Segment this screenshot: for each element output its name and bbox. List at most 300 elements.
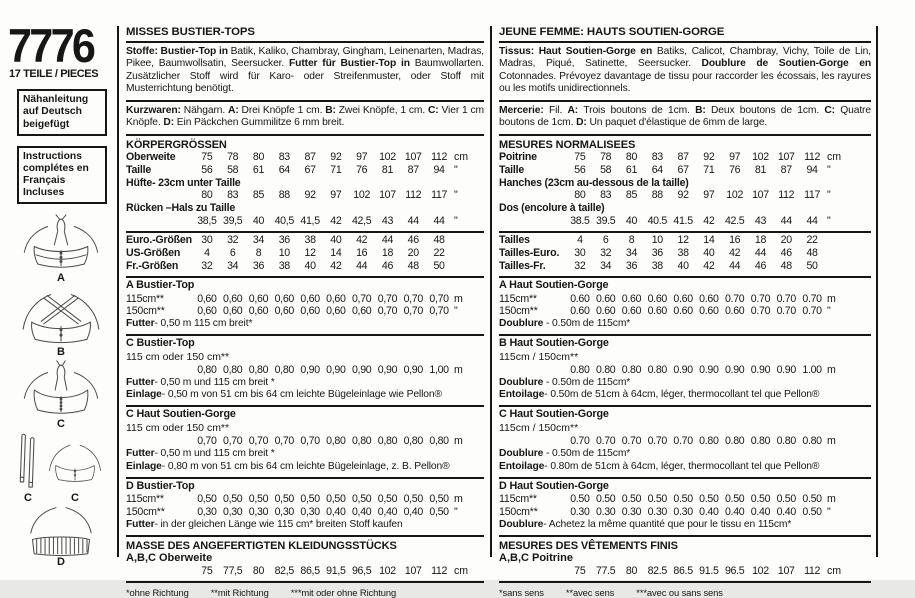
value-cell: 0.60 bbox=[621, 305, 642, 318]
value-cell: 12 bbox=[304, 247, 316, 260]
unit-cell: m bbox=[453, 434, 463, 447]
german-column bbox=[126, 26, 484, 598]
value-cell: 83 bbox=[600, 189, 612, 202]
measurement-row bbox=[499, 247, 871, 260]
yardage-note bbox=[126, 461, 484, 474]
value-cell: 0,90 bbox=[377, 363, 398, 376]
value-cell: 0.70 bbox=[647, 434, 667, 447]
footnote-item: ***mit oder ohne Richtung bbox=[290, 587, 397, 598]
value-cell: 20 bbox=[780, 234, 792, 247]
value-cell: 80 bbox=[574, 189, 586, 202]
value-cell: 16 bbox=[729, 234, 741, 247]
value-cell: 0,70 bbox=[274, 434, 294, 447]
finished-measurements-section bbox=[499, 535, 871, 581]
row-label: Fr.-Größen bbox=[126, 260, 179, 273]
bold-run: D: bbox=[576, 117, 590, 129]
text-run: Vier 1 cm Knöpfe. bbox=[126, 104, 484, 129]
value-cell: 0,50 bbox=[351, 493, 372, 506]
french-instructions-text: Instructions complétes en Français Incluses bbox=[23, 150, 89, 199]
unit-cell: m bbox=[826, 363, 836, 376]
value-cell: 0.90 bbox=[724, 363, 745, 376]
value-cell: 40 bbox=[304, 260, 316, 273]
value-cell: 75 bbox=[201, 150, 213, 163]
notions-paragraph bbox=[126, 100, 484, 134]
value-cell: 77,5 bbox=[222, 565, 243, 578]
text-run: Drei Knöpfe 1 cm. bbox=[241, 104, 326, 116]
value-cell: 42 bbox=[703, 260, 715, 273]
yardage-note bbox=[499, 318, 871, 331]
value-cell: 8 bbox=[255, 247, 262, 260]
value-cell: 30 bbox=[201, 234, 213, 247]
yardage-note bbox=[499, 519, 871, 532]
value-cell: 42 bbox=[703, 215, 715, 228]
row-label: Euro.-Größen bbox=[126, 234, 192, 247]
yardage-section-heading: A Bustier-Top bbox=[126, 279, 195, 292]
measurement-row bbox=[499, 305, 871, 318]
value-cell: 107 bbox=[404, 565, 422, 578]
value-cell: 82.5 bbox=[647, 565, 667, 578]
value-cell: 0,70 bbox=[429, 292, 449, 305]
row-label: Oberweite bbox=[126, 150, 176, 163]
measurement-row bbox=[499, 506, 871, 519]
value-cell: 39,5 bbox=[222, 215, 243, 228]
value-cell: 38 bbox=[651, 260, 663, 273]
value-cell: 0,70 bbox=[197, 434, 217, 447]
value-cell: 0.70 bbox=[724, 292, 745, 305]
value-cell: 48 bbox=[433, 234, 445, 247]
value-cell: 92 bbox=[330, 150, 342, 163]
value-cell: 0,60 bbox=[351, 305, 372, 318]
view-c-straps-figure bbox=[15, 432, 41, 504]
value-cell: 0.80 bbox=[750, 434, 771, 447]
value-cell: 0,80 bbox=[403, 434, 423, 447]
text-run: - 0,50 m und 115 cm breit * bbox=[154, 447, 275, 459]
view-d-label: D bbox=[57, 556, 65, 569]
value-cell: 40 bbox=[330, 234, 342, 247]
body-measurements-section bbox=[499, 134, 871, 232]
value-cell: 87 bbox=[304, 150, 316, 163]
text-run: Ein Päckchen Gummilitze 6 mm breit. bbox=[176, 117, 345, 129]
value-cell: 46 bbox=[780, 247, 792, 260]
value-cell: 0.70 bbox=[776, 305, 796, 318]
value-cell: 14 bbox=[330, 247, 342, 260]
text-run: Cotonnades. Prévoyez davantage de tissu pour raccorder les écossais, les rayures ou les motifs unidirectionnels. bbox=[499, 70, 871, 95]
unit-cell: " bbox=[826, 189, 831, 202]
value-cell: 8 bbox=[628, 234, 635, 247]
value-cell: 75 bbox=[574, 565, 586, 578]
value-cell: 36 bbox=[252, 260, 265, 273]
value-cell: 42,5 bbox=[351, 215, 372, 228]
yardage-note bbox=[499, 389, 871, 402]
value-cell: 0.50 bbox=[595, 493, 616, 506]
value-cell: 86,5 bbox=[300, 565, 320, 578]
measurement-row-label: Hüfte- 23cm unter Taille bbox=[126, 176, 241, 189]
value-cell: 81 bbox=[754, 163, 767, 176]
yardage-note bbox=[126, 377, 484, 390]
value-cell: 42 bbox=[729, 247, 741, 260]
bold-run: Doublure bbox=[499, 518, 544, 530]
value-cell: 56 bbox=[201, 163, 213, 176]
value-cell: 0.70 bbox=[595, 434, 616, 447]
value-cell: 0.30 bbox=[621, 506, 642, 518]
value-cell: 10 bbox=[651, 234, 663, 247]
value-cell: 91.5 bbox=[699, 565, 719, 578]
value-cell: 92 bbox=[677, 189, 689, 202]
value-cell: 0.50 bbox=[621, 493, 642, 506]
text-run: Deux boutons de 1cm. bbox=[710, 104, 825, 116]
value-cell: 0,90 bbox=[403, 363, 423, 376]
value-cell: 92 bbox=[703, 150, 715, 163]
yardage-width-subline: 115cm / 150cm** bbox=[499, 421, 579, 434]
measurement-row bbox=[126, 234, 484, 247]
german-instructions-text: Nähanleitung auf Deutsch beigefügt bbox=[23, 94, 89, 130]
value-cell: 0,30 bbox=[222, 506, 243, 518]
value-cell: 112 bbox=[778, 189, 795, 202]
value-cell: 80 bbox=[201, 189, 213, 202]
value-cell: 1,00 bbox=[429, 363, 449, 376]
value-cell: 39.5 bbox=[595, 215, 616, 228]
value-cell: 22 bbox=[433, 247, 445, 260]
value-cell: 107 bbox=[379, 189, 396, 202]
notions-paragraph bbox=[499, 100, 871, 134]
yardage-section-heading: D Haut Soutien-Gorge bbox=[499, 479, 609, 492]
measurements-header: MESURES NORMALISEES bbox=[499, 138, 636, 151]
value-cell: 80 bbox=[252, 150, 265, 163]
value-cell: 0,60 bbox=[300, 292, 320, 305]
measurement-row bbox=[126, 305, 484, 318]
bold-run: Doublure bbox=[499, 376, 544, 388]
value-cell: 44 bbox=[356, 260, 368, 273]
measurement-row bbox=[499, 493, 871, 506]
row-label: Tailles-Fr. bbox=[499, 260, 546, 273]
value-cell: 94 bbox=[806, 163, 818, 176]
unit-cell: m bbox=[826, 493, 836, 506]
value-cell: 0,70 bbox=[351, 292, 372, 305]
value-cell: 0,60 bbox=[248, 305, 269, 318]
value-cell: 0,60 bbox=[197, 305, 217, 318]
yardage-section bbox=[499, 405, 871, 476]
value-cell: 0.60 bbox=[595, 305, 616, 318]
value-cell: 38 bbox=[304, 234, 316, 247]
value-cell: 0,50 bbox=[429, 493, 449, 506]
value-cell: 97 bbox=[356, 150, 368, 163]
text-run: - 0.50m de 115cm* bbox=[543, 376, 631, 388]
value-cell: 102 bbox=[353, 189, 371, 202]
value-cell: 40 bbox=[625, 215, 638, 228]
value-cell: 0.30 bbox=[647, 506, 667, 518]
row-label: 150cm** bbox=[499, 305, 538, 318]
value-cell: 22 bbox=[806, 234, 818, 247]
text-run: Quatre boutons de 1cm. bbox=[499, 104, 871, 129]
value-cell: 0,60 bbox=[326, 292, 346, 305]
bold-run: C: bbox=[824, 104, 841, 116]
value-cell: 0.50 bbox=[802, 506, 822, 518]
measurement-row bbox=[126, 493, 484, 506]
measurement-row bbox=[126, 247, 484, 260]
value-cell: 0.50 bbox=[776, 493, 796, 506]
value-cell: 0.30 bbox=[673, 506, 693, 518]
measurement-row bbox=[126, 164, 484, 177]
measurement-row bbox=[499, 435, 871, 448]
value-cell: 48 bbox=[806, 247, 818, 260]
bold-run: Futter bbox=[126, 318, 155, 330]
value-cell: 78 bbox=[227, 150, 239, 163]
unit-cell: cm bbox=[826, 150, 842, 163]
value-cell: 67 bbox=[677, 163, 689, 176]
value-cell: 0,70 bbox=[248, 434, 269, 447]
value-cell: 44 bbox=[780, 215, 792, 228]
measurement-row bbox=[499, 260, 871, 273]
value-cell: 0,40 bbox=[403, 506, 423, 518]
text-run: - Achetez la même quantité que pour le tissu en 115cm* bbox=[543, 518, 792, 530]
value-cell: 75 bbox=[574, 150, 586, 163]
value-cell: 40 bbox=[677, 260, 689, 273]
text-run: - 0.50m de 115cm* bbox=[543, 447, 631, 459]
finished-measurements-header: MASSE DES ANGEFERTIGTEN KLEIDUNGSSTÜCKS bbox=[126, 539, 397, 552]
value-cell: 0,30 bbox=[197, 506, 217, 518]
value-cell: 0,80 bbox=[248, 363, 269, 376]
value-cell: 44 bbox=[729, 260, 741, 273]
value-cell: 0.60 bbox=[621, 292, 642, 305]
footnote-item: ***avec ou sans sens bbox=[636, 587, 723, 598]
value-cell: 80 bbox=[252, 565, 265, 578]
value-cell: 0.50 bbox=[724, 493, 745, 506]
view-c-straps-label: C bbox=[24, 492, 32, 505]
value-cell: 0,40 bbox=[326, 506, 346, 518]
value-cell: 0,60 bbox=[248, 292, 269, 305]
value-cell: 0.70 bbox=[802, 305, 822, 318]
measurement-row bbox=[126, 506, 484, 519]
text-run: Un paquet d'élastique de 6mm de large. bbox=[589, 117, 768, 129]
value-cell: 0,60 bbox=[274, 305, 294, 318]
value-cell: 96,5 bbox=[351, 565, 372, 578]
value-cell: 102 bbox=[379, 150, 396, 163]
value-cell: 81 bbox=[381, 163, 394, 176]
bold-run: Futter für Bustier-Top in bbox=[288, 58, 415, 70]
value-cell: 32 bbox=[574, 260, 586, 273]
value-cell: 10 bbox=[278, 247, 290, 260]
value-cell: 0,50 bbox=[326, 493, 346, 506]
value-cell: 97 bbox=[330, 189, 342, 202]
view-c-back-label: C bbox=[71, 492, 79, 505]
value-cell: 0,40 bbox=[351, 506, 372, 518]
row-label: Poitrine bbox=[499, 150, 537, 163]
value-cell: 97 bbox=[729, 150, 741, 163]
text-run: Trois boutons de 1cm. bbox=[583, 104, 696, 116]
value-cell: 96.5 bbox=[724, 565, 745, 578]
view-b-bustier-crossback-illustration bbox=[15, 286, 107, 348]
value-cell: 0,80 bbox=[351, 434, 372, 447]
view-c-front-label: C bbox=[57, 418, 65, 431]
yardage-section bbox=[126, 405, 484, 476]
value-cell: 0.30 bbox=[595, 506, 616, 518]
bold-run: Entoilage bbox=[499, 389, 545, 401]
bold-run: D: bbox=[163, 117, 177, 129]
value-cell: 88 bbox=[278, 189, 290, 202]
value-cell: 43 bbox=[754, 215, 767, 228]
value-cell: 0.70 bbox=[570, 434, 590, 447]
footnote-item: **mit Richtung bbox=[210, 587, 269, 598]
measurement-row bbox=[126, 260, 484, 273]
unit-cell: m bbox=[826, 292, 836, 305]
value-cell: 112 bbox=[431, 150, 448, 163]
unit-cell: " bbox=[826, 215, 831, 228]
unit-cell: m bbox=[453, 292, 463, 305]
bold-run: Futter bbox=[126, 376, 155, 388]
value-cell: 44 bbox=[806, 215, 818, 228]
value-cell: 0.70 bbox=[802, 292, 822, 305]
yardage-section-heading: A Haut Soutien-Gorge bbox=[499, 279, 609, 292]
value-cell: 0,90 bbox=[326, 363, 346, 376]
row-label: 115cm** bbox=[126, 292, 164, 305]
value-cell: 0,80 bbox=[274, 363, 294, 376]
yardage-note bbox=[499, 448, 871, 461]
yardage-section bbox=[499, 477, 871, 535]
value-cell: 112 bbox=[431, 565, 448, 578]
value-cell: 12 bbox=[677, 234, 689, 247]
divider-right bbox=[876, 26, 878, 557]
value-cell: 44 bbox=[754, 247, 767, 260]
bold-run: Entoilage bbox=[499, 460, 545, 472]
value-cell: 0,70 bbox=[403, 292, 423, 305]
value-cell: 41.5 bbox=[673, 215, 693, 228]
value-cell: 0.60 bbox=[570, 292, 590, 305]
value-cell: 0.80 bbox=[724, 434, 745, 447]
value-cell: 0.60 bbox=[647, 305, 667, 318]
value-cell: 0.50 bbox=[647, 493, 667, 506]
value-cell: 0.70 bbox=[673, 434, 693, 447]
view-c-bustier-front-illustration bbox=[15, 360, 107, 420]
french-column bbox=[499, 26, 872, 598]
footnote-item: **avec sens bbox=[565, 587, 615, 598]
value-cell: 83 bbox=[651, 150, 663, 163]
bold-run: A: bbox=[567, 104, 584, 116]
value-cell: 0,80 bbox=[377, 434, 398, 447]
yardage-section bbox=[499, 276, 871, 334]
value-cell: 86.5 bbox=[673, 565, 693, 578]
value-cell: 6 bbox=[602, 234, 609, 247]
measurement-row bbox=[126, 364, 484, 377]
finished-measurements-section bbox=[126, 535, 484, 581]
bold-run: Einlage bbox=[126, 389, 162, 401]
value-cell: 0,60 bbox=[197, 292, 217, 305]
value-cell: 0,50 bbox=[248, 493, 269, 506]
measurement-row bbox=[499, 293, 871, 306]
fabrics-paragraph bbox=[126, 43, 484, 100]
row-label: 150cm** bbox=[499, 506, 538, 518]
column-title: JEUNE FEMME: HAUTS SOUTIEN-GORGE bbox=[499, 26, 871, 43]
yardage-note bbox=[499, 377, 871, 390]
bold-run: A: bbox=[228, 104, 242, 116]
value-cell: 75 bbox=[201, 565, 213, 578]
value-cell: 50 bbox=[433, 260, 445, 273]
row-label: Taille bbox=[126, 163, 152, 176]
value-cell: 0,70 bbox=[377, 292, 398, 305]
yardage-width-subline: 115 cm oder 150 cm** bbox=[126, 350, 230, 363]
yardage-section-heading: C Bustier-Top bbox=[126, 337, 195, 350]
value-cell: 58 bbox=[227, 163, 239, 176]
yardage-section-heading: C Haut Soutien-Gorge bbox=[126, 408, 236, 421]
value-cell: 71 bbox=[330, 163, 342, 176]
row-label: US-Größen bbox=[126, 247, 181, 260]
value-cell: 58 bbox=[600, 163, 612, 176]
bold-run: B: bbox=[325, 104, 339, 116]
text-run: Nähgarn. bbox=[183, 104, 229, 116]
value-cell: 0.60 bbox=[724, 305, 745, 318]
value-cell: 107 bbox=[777, 565, 795, 578]
value-cell: 94 bbox=[433, 163, 445, 176]
value-cell: 117 bbox=[431, 189, 448, 202]
value-cell: 36 bbox=[278, 234, 290, 247]
value-cell: 0.40 bbox=[776, 506, 796, 518]
value-cell: 4 bbox=[204, 247, 210, 260]
view-c-pair bbox=[8, 432, 114, 506]
value-cell: 30 bbox=[574, 247, 586, 260]
finished-measurements-subheader: A,B,C Poitrine bbox=[499, 551, 573, 564]
unit-cell: " bbox=[453, 163, 458, 176]
value-cell: 112 bbox=[804, 565, 821, 578]
value-cell: 107 bbox=[752, 189, 769, 202]
row-label: Taille bbox=[499, 163, 525, 176]
measurement-row bbox=[499, 565, 871, 578]
value-cell: 0.90 bbox=[776, 363, 796, 376]
measurement-row bbox=[499, 364, 871, 377]
value-cell: 67 bbox=[304, 163, 316, 176]
finished-measurements-subheader: A,B,C Oberweite bbox=[126, 551, 213, 564]
value-cell: 0,90 bbox=[300, 363, 320, 376]
row-label: 150cm** bbox=[126, 305, 165, 318]
value-cell: 0.90 bbox=[750, 363, 771, 376]
value-cell: 80 bbox=[625, 565, 638, 578]
value-cell: 0,80 bbox=[326, 434, 346, 447]
view-d-ruffled-band-illustration bbox=[15, 506, 107, 558]
yardage-section bbox=[499, 334, 871, 405]
size-conversion-section bbox=[499, 231, 871, 276]
text-run: Batiks, Calicot, Chambray, Vichy, Toile de Lin, Madras, Piqué, Satinette, Seersucker. bbox=[499, 46, 871, 70]
value-cell: 36 bbox=[651, 247, 663, 260]
unit-cell: m bbox=[826, 434, 836, 447]
value-cell: 42 bbox=[356, 234, 368, 247]
measurement-row bbox=[126, 565, 484, 578]
view-a-figure bbox=[8, 214, 114, 284]
value-cell: 46 bbox=[754, 260, 767, 273]
measurement-row bbox=[499, 215, 871, 228]
yardage-note bbox=[126, 448, 484, 461]
value-cell: 46 bbox=[407, 234, 419, 247]
yardage-note bbox=[126, 389, 484, 402]
row-label: Tailles-Euro. bbox=[499, 247, 560, 260]
unit-cell: " bbox=[826, 305, 831, 318]
value-cell: 0.90 bbox=[699, 363, 719, 376]
value-cell: 64 bbox=[278, 163, 290, 176]
value-cell: 0.50 bbox=[750, 493, 771, 506]
fabrics-paragraph bbox=[499, 43, 871, 100]
left-panel bbox=[8, 19, 114, 569]
value-cell: 0.70 bbox=[776, 292, 796, 305]
value-cell: 0.60 bbox=[673, 292, 693, 305]
value-cell: 0,80 bbox=[222, 363, 243, 376]
view-d-figure bbox=[8, 506, 114, 568]
text-run: - 0.50m de 51cm à 64cm, léger, thermocollant tel que Pellon® bbox=[544, 389, 820, 401]
value-cell: 0,30 bbox=[300, 506, 320, 518]
measurement-row-label: Rücken –Hals zu Taille bbox=[126, 202, 236, 215]
view-b-figure bbox=[8, 286, 114, 358]
divider-left bbox=[117, 26, 119, 557]
value-cell: 0,50 bbox=[222, 493, 243, 506]
bold-run: Doublure bbox=[499, 447, 544, 459]
value-cell: 4 bbox=[577, 234, 583, 247]
unit-cell: " bbox=[826, 506, 831, 518]
